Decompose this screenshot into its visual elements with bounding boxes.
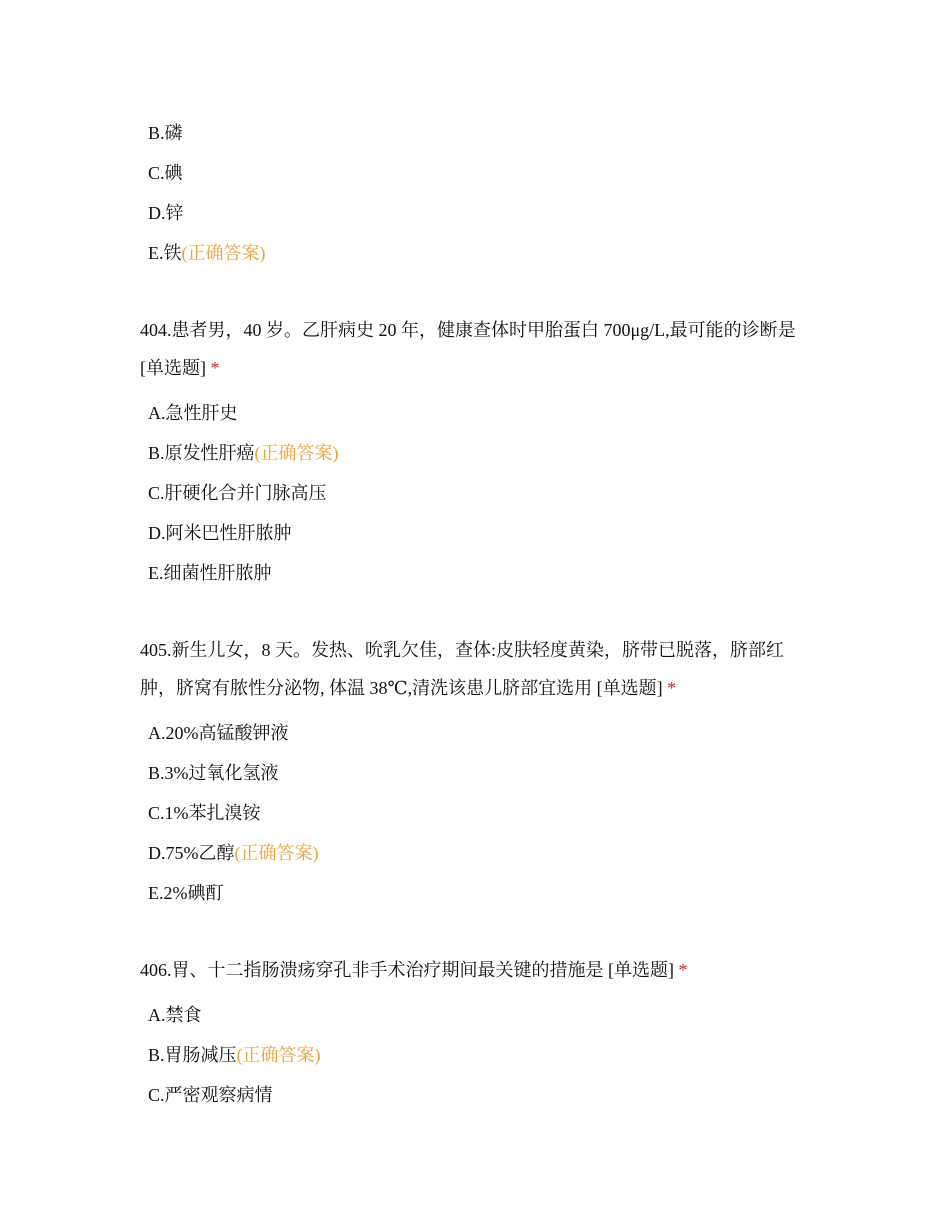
- option-label: A.急性肝史: [148, 403, 238, 423]
- required-asterisk: *: [678, 960, 688, 980]
- option-label: D.锌: [148, 203, 184, 223]
- required-asterisk: *: [667, 678, 677, 698]
- answer-option: [0, 433, 950, 473]
- answer-option: [0, 473, 950, 513]
- option-label: E.2%碘酊: [148, 883, 224, 903]
- option-label: A.禁食: [148, 1005, 202, 1025]
- question-text: [0, 951, 810, 989]
- answer-option: [0, 995, 950, 1035]
- option-label: B.3%过氧化氢液: [148, 763, 279, 783]
- option-label: B.原发性肝癌: [148, 443, 255, 463]
- answer-option: [0, 393, 950, 433]
- question-text: [0, 311, 810, 387]
- option-label: E.铁: [148, 243, 182, 263]
- question-document: [0, 113, 950, 1115]
- correct-answer-tag: (正确答案): [254, 443, 339, 463]
- option-label: D.75%乙醇: [148, 843, 235, 863]
- required-asterisk: *: [210, 358, 220, 378]
- answer-option: [0, 553, 950, 593]
- correct-answer-tag: (正确答案): [181, 243, 266, 263]
- correct-answer-tag: (正确答案): [234, 843, 319, 863]
- option-label: A.20%高锰酸钾液: [148, 723, 289, 743]
- answer-option: [0, 113, 950, 153]
- option-label: B.磷: [148, 123, 183, 143]
- answer-option: [0, 713, 950, 753]
- question-stem: 406.胃、十二指肠溃疡穿孔非手术治疗期间最关键的措施是 [单选题]: [140, 960, 674, 980]
- answer-option: [0, 1035, 950, 1075]
- option-label: D.阿米巴性肝脓肿: [148, 523, 292, 543]
- question-text: [0, 631, 810, 707]
- option-label: C.严密观察病情: [148, 1085, 273, 1105]
- option-label: B.胃肠减压: [148, 1045, 237, 1065]
- option-label: C.碘: [148, 163, 183, 183]
- answer-option: [0, 153, 950, 193]
- answer-option: [0, 193, 950, 233]
- answer-option: [0, 753, 950, 793]
- question-stem: 405.新生儿女，8 天。发热、吮乳欠佳，查体:皮肤轻度黄染，脐带已脱落，脐部红肿，脐窝有脓性分泌物, 体温 38℃,清洗该患儿脐部宜选用 [单选题]: [140, 640, 784, 698]
- answer-option: [0, 233, 950, 273]
- question-stem: 404.患者男，40 岁。乙肝病史 20 年，健康查体时甲胎蛋白 700μg/L,最可能的诊断是 [单选题]: [140, 320, 796, 378]
- answer-option: [0, 793, 950, 833]
- correct-answer-tag: (正确答案): [236, 1045, 321, 1065]
- answer-option: [0, 513, 950, 553]
- option-label: E.细菌性肝脓肿: [148, 563, 272, 583]
- answer-option: [0, 1075, 950, 1115]
- answer-option: [0, 873, 950, 913]
- answer-option: [0, 833, 950, 873]
- option-label: C.肝硬化合并门脉高压: [148, 483, 327, 503]
- option-label: C.1%苯扎溴铵: [148, 803, 261, 823]
